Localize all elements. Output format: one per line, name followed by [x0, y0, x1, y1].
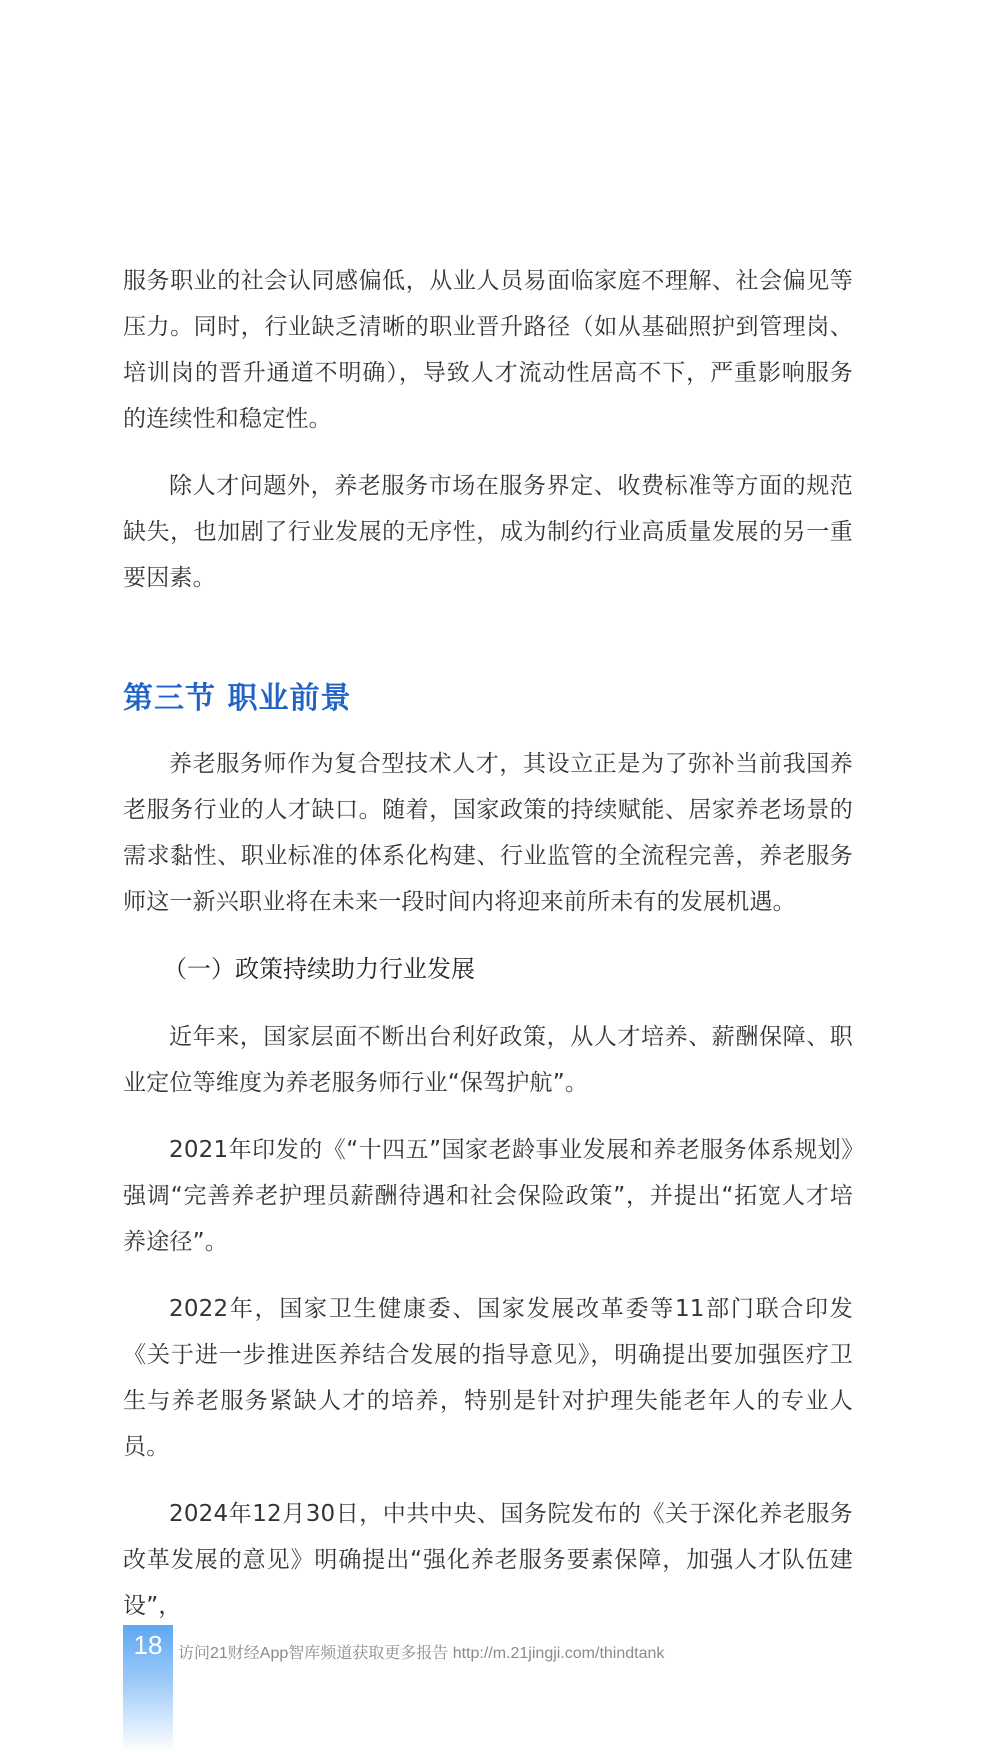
footer-link-text[interactable]: 访问21财经App智库频道获取更多报告 http://m.21jingji.com/thindtank: [178, 1645, 665, 1662]
section-intro: 养老服务师作为复合型技术人才，其设立正是为了弥补当前我国养老服务行业的人才缺口。随着，国家政策的持续赋能、居家养老场景的需求黏性、职业标准的体系化构建、行业监管的全流程完善，养老服务师这一新兴职业将在未来一段时间内将迎来前所未有的发展机遇。: [123, 751, 853, 915]
paragraph-market-issues: 除人才问题外，养老服务市场在服务界定、收费标准等方面的规范缺失，也加剧了行业发展的无序性，成为制约行业高质量发展的另一重要因素。: [123, 473, 853, 591]
subsection-title: （一）政策持续助力行业发展: [163, 955, 475, 983]
paragraph-policy-overview: 近年来，国家层面不断出台利好政策，从人才培养、薪酬保障、职业定位等维度为养老服务师行业“保驾护航”。: [123, 1024, 853, 1096]
paragraph-continuation: 服务职业的社会认同感偏低，从业人员易面临家庭不理解、社会偏见等压力。同时，行业缺乏清晰的职业晋升路径（如从基础照护到管理岗、培训岗的晋升通道不明确），导致人才流动性居高不下，严重影响服务的连续性和稳定性。: [123, 268, 853, 432]
page-number: 18: [133, 1630, 163, 1660]
section-title: 第三节 职业前景: [123, 681, 352, 716]
paragraph-2022-guidance: 2022年，国家卫生健康委、国家发展改革委等11部门联合印发《关于进一步推进医养结合发展的指导意见》，明确提出要加强医疗卫生与养老服务紧缺人才的培养，特别是针对护理失能老年人的专业人员。: [123, 1296, 853, 1460]
paragraph-2024-opinion: 2024年12月30日，中共中央、国务院发布的《关于深化养老服务改革发展的意见》明确提出“强化养老服务要素保障，加强人才队伍建设”，: [123, 1501, 853, 1619]
page-content: [123, 258, 853, 1650]
paragraph-2021-plan: 2021年印发的《“十四五”国家老龄事业发展和养老服务体系规划》强调“完善养老护理员薪酬待遇和社会保险政策”，并提出“拓宽人才培养途径”。: [123, 1137, 853, 1255]
